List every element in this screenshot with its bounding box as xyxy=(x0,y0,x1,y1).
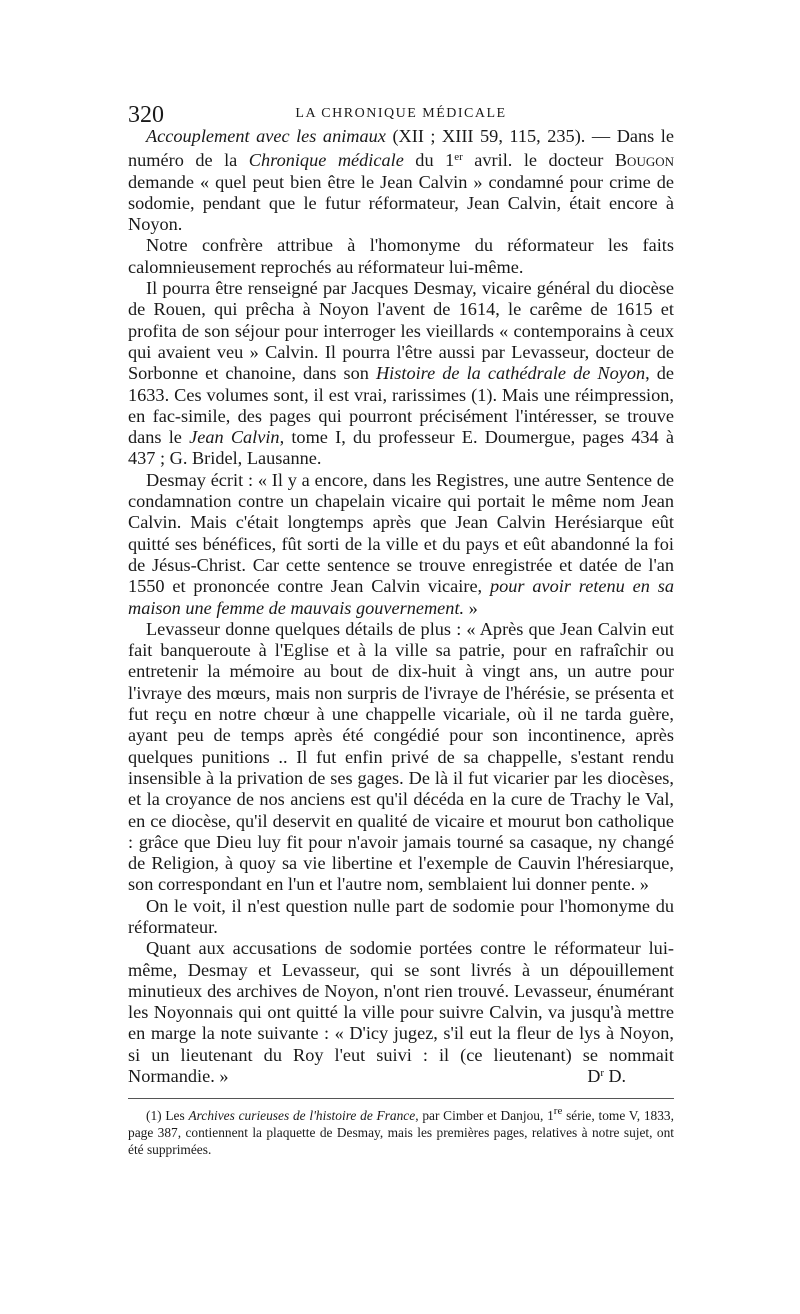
footnote xyxy=(128,1103,674,1158)
footnote-divider xyxy=(128,1098,674,1099)
paragraph-4-a: Desmay écrit : « Il y a encore, dans les Registres, une autre Sentence de condamnation contre un chapelain vicaire qui portait le même nom Jean Calvin. Mais c'était longtemps après que Jean Calvin Herésiarque eût quitté ses bénéfices, fût sorti de la ville et du pays et eût abandonné la foi de Jésus-Christ. Car cette sentence se trouve enregistrée et datée de l'an 1550 et prononcée contre Jean Calvin vicaire, xyxy=(128,469,674,597)
footnote-a: , par Cimber et Danjou, 1 xyxy=(415,1108,554,1123)
footnote-number: (1) Les xyxy=(146,1108,189,1123)
signature-prefix: D xyxy=(587,1066,601,1086)
footnote-superscript: re xyxy=(553,1105,563,1117)
journal-name: Chronique médicale xyxy=(248,150,404,171)
book-title-histoire: Histoire de la cathédrale de Noyon xyxy=(375,363,646,384)
paragraph-2: Notre confrère attribue à l'homonyme du réformateur les faits calomnieusement reprochés au réformateur lui-même. xyxy=(128,235,674,277)
paragraph-5: Levasseur donne quelques détails de plus : « Après que Jean Calvin eut fait banqueroute à l'Eglise et à la ville sa patrie, pour en rafraîchir ou entretenir la mémoire au bout de dix-huit à vingt ans, un autre pour l'ivraye des mœurs, mais non surpris de l'ivraye de l'hérésie, se présenta et fut reçu en notre chœur à une chappelle vicariale, où il ne tarda guère, ayant peu de temps après été congédié pour son incontinence, après quelques punitions .. Il fut enfin privé de sa chappelle, s'estant rendu insensible à la privation de ses gages. De là il fut vicarier par les diocèses, et la croyance de nos anciens est qu'il décéda en la cure de Trachy le Val, en ce diocèse, qu'il deservit en qualité de vicaire et mourut bon catholique : grâce que Dieu luy fit pour n'avoir jamais tourné sa casaque, ny changé de Religion, à quoy sa vie libertine et l'exemple de Cauvin l'héresiarque, son correspondant en l'un et l'autre nom, semblaient lui donner pente. » xyxy=(128,618,674,895)
footnote-b: série, tome V, 1833, page 387, contiennent la plaquette de Desmay, mais les premières pages, relatives à notre sujet, ont été supprimées. xyxy=(128,1108,674,1157)
paragraph-3-a: Il pourra être renseigné par Jacques Desmay, vicaire général du diocèse de Rouen, qui prêcha à Noyon l'avent de 1614, le carême de 1615 et profita de son séjour pour interroger les vieillards « contemporains à ceux qui avaient veu » Calvin. Il pourra l'être aussi par Levasseur, docteur de Sorbonne et chanoine, dans son xyxy=(128,278,674,384)
ordinal-superscript: er xyxy=(454,151,463,164)
book-title-jean-calvin: Jean Calvin xyxy=(189,427,280,448)
paragraph-4 xyxy=(128,470,674,619)
paragraph-3 xyxy=(128,278,674,470)
footnote-title: Archives curieuses de l'histoire de France xyxy=(188,1108,416,1123)
paragraph-6: On le voit, il n'est question nulle part de sodomie pour l'homonyme du réformateur. xyxy=(128,895,674,937)
paragraph-1-tail: demande « quel peut bien être le Jean Calvin » condamné pour crime de sodomie, pendant que le futur réformateur, Jean Calvin, était encore à Noyon. xyxy=(128,171,674,235)
paragraph-1-mid2: avril. le docteur xyxy=(462,150,615,171)
sentence-quote: pour avoir retenu en sa maison une femme de mauvais gouvernement. xyxy=(128,576,674,618)
footnote-paragraph xyxy=(128,1103,674,1158)
signature-name: D. xyxy=(604,1066,626,1086)
article-body xyxy=(128,126,674,1087)
paragraph-3-b: , de 1633. Ces volumes sont, il est vrai, rarissimes (1). Mais une réimpression, en fac-simile, des pages qui pourront précisément l'intéresser, se trouve dans le xyxy=(128,363,675,448)
signature xyxy=(128,1062,626,1087)
paragraph-1 xyxy=(128,126,674,235)
section-title: Accouplement avec les animaux xyxy=(146,126,386,146)
paragraph-4-b: » xyxy=(464,597,478,618)
signature-superscript: r xyxy=(600,1067,604,1079)
paragraph-7: Quant aux accusations de sodomie portées contre le réformateur lui-même, Desmay et Levasseur, qui se sont livrés à un dépouillement minutieux des archives de Noyon, n'ont rien trouvé. Levasseur, énumérant les Noyonnais qui ont quitté la ville pour suivre Calvin, va jusqu'à mettre en marge la note suivante : « D'icy jugez, s'il eut la fleur de lys à Noyon, si un lieutenant du Roy l'eut suivi : il (ce lieutenant) se nommait Normandie. » xyxy=(128,938,674,1087)
paragraph-3-c: , tome I, du professeur E. Doumergue, pages 434 à 437 ; G. Bridel, Lausanne. xyxy=(128,427,675,469)
author-name: Bougon xyxy=(614,150,674,171)
page-number: 320 xyxy=(128,102,164,128)
paragraph-1-ref: (XII ; XIII 59, 115, 235). — Dans le numéro de la xyxy=(128,126,675,171)
paragraph-1-mid1: du 1 xyxy=(403,150,455,171)
running-title: LA CHRONIQUE MÉDICALE xyxy=(295,106,507,121)
